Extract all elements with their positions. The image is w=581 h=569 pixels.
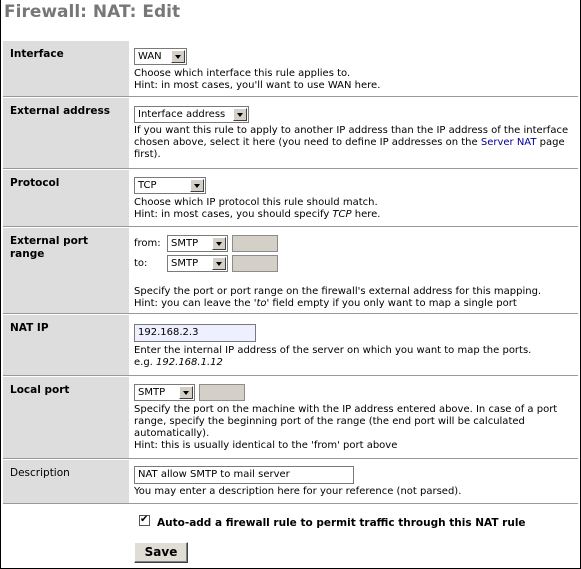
- nat-ip-row: [3, 315, 578, 376]
- external-port-row: [3, 228, 578, 314]
- external-port-desc-2-em: 'to': [253, 298, 270, 309]
- local-port-desc-1: Specify the port on the machine with the IP address entered above. In case of a port: [134, 404, 558, 415]
- nat-ip-input[interactable]: [134, 324, 256, 342]
- local-port-desc-4: Hint: this is usually identical to the 'from' port above: [134, 440, 398, 451]
- description-input[interactable]: [134, 466, 354, 484]
- external-port-desc-2-tail: field empty if you only want to map a single port: [269, 298, 517, 309]
- page-title: Firewall: NAT: Edit: [4, 2, 181, 22]
- local-port-desc-3: automatically).: [134, 428, 210, 439]
- protocol-select[interactable]: [134, 177, 206, 194]
- from-port-input[interactable]: [232, 235, 278, 252]
- nat-ip-cell: [129, 315, 578, 376]
- external-address-desc-2-tail: page: [536, 137, 565, 148]
- local-port-row: [3, 377, 578, 459]
- nat-ip-desc-2-text: e.g.: [134, 357, 157, 368]
- external-port-desc-2-text: Hint: you can leave the: [134, 298, 254, 309]
- chevron-down-icon: [212, 237, 226, 250]
- from-label: from:: [134, 238, 161, 249]
- to-label: to:: [134, 258, 148, 269]
- to-port-select[interactable]: [167, 255, 228, 272]
- chevron-down-icon: [171, 50, 185, 63]
- server-nat-link[interactable]: Server NAT: [480, 137, 537, 148]
- nat-ip-desc-2: [134, 357, 223, 369]
- local-port-cell: [129, 377, 578, 459]
- external-address-label: External address: [3, 98, 129, 169]
- description-row: [3, 460, 578, 504]
- protocol-select-value: TCP: [138, 180, 157, 191]
- interface-cell: [129, 41, 578, 97]
- auto-rule-checkbox[interactable]: [139, 515, 150, 526]
- local-port-select[interactable]: [134, 384, 195, 401]
- external-address-select-value: Interface address: [138, 109, 226, 120]
- interface-label: Interface: [3, 41, 129, 97]
- description-cell: [129, 460, 578, 504]
- external-address-select[interactable]: [134, 106, 249, 123]
- interface-desc-2: Hint: in most cases, you'll want to use WAN here.: [134, 80, 381, 91]
- local-port-desc-2: range, specify the beginning port of the range (the end port will be calculated: [134, 416, 525, 427]
- protocol-desc-2-tail: here.: [351, 209, 381, 220]
- external-port-label-line-1: External port: [10, 235, 89, 247]
- interface-row: [3, 41, 578, 97]
- nat-ip-label: NAT IP: [3, 315, 129, 376]
- local-port-input[interactable]: [199, 384, 245, 401]
- interface-desc-1: Choose which interface this rule applies to.: [134, 68, 351, 79]
- external-port-label-line-2: range: [10, 248, 45, 260]
- chevron-down-icon: [190, 179, 204, 192]
- external-port-desc-1: Specify the port or port range on the firewall's external address for this mapping.: [134, 286, 542, 297]
- nat-ip-desc-1: Enter the internal IP address of the server on which you want to map the ports.: [134, 345, 532, 356]
- external-address-desc-2: [134, 137, 565, 149]
- protocol-desc-2-em: TCP: [332, 209, 352, 220]
- to-port-select-value: SMTP: [171, 258, 199, 269]
- description-label: Description: [3, 460, 129, 504]
- interface-select[interactable]: [134, 48, 187, 65]
- to-port-input[interactable]: [232, 255, 278, 272]
- chevron-down-icon: [212, 257, 226, 270]
- protocol-label: Protocol: [3, 170, 129, 227]
- external-port-label: [3, 228, 129, 314]
- external-address-desc-3: first).: [134, 149, 161, 160]
- protocol-desc-2: [134, 209, 380, 221]
- protocol-cell: [129, 170, 578, 227]
- interface-select-value: WAN: [138, 51, 162, 62]
- nat-ip-input-value: 192.168.2.3: [138, 327, 199, 338]
- chevron-down-icon: [233, 108, 247, 121]
- description-input-value: NAT allow SMTP to mail server: [138, 469, 290, 480]
- save-button[interactable]: Save: [134, 542, 188, 563]
- local-port-select-value: SMTP: [138, 387, 166, 398]
- local-port-label: Local port: [3, 377, 129, 459]
- external-address-row: [3, 98, 578, 169]
- external-address-cell: [129, 98, 578, 169]
- description-desc-1: You may enter a description here for your reference (not parsed).: [134, 486, 462, 497]
- auto-rule-label: Auto-add a firewall rule to permit traffic through this NAT rule: [157, 517, 526, 529]
- from-port-select[interactable]: [167, 235, 228, 252]
- protocol-desc-2-text: Hint: in most cases, you should specify: [134, 209, 333, 220]
- protocol-desc-1: Choose which IP protocol this rule should match.: [134, 197, 378, 208]
- external-port-cell: [129, 228, 578, 314]
- from-port-select-value: SMTP: [171, 238, 199, 249]
- chevron-down-icon: [179, 386, 193, 399]
- external-port-desc-2: [134, 298, 517, 310]
- external-address-desc-1: If you want this rule to apply to another IP address than the IP address of the interface: [134, 125, 569, 136]
- protocol-row: [3, 170, 578, 227]
- nat-ip-desc-2-em: 192.168.1.12: [156, 357, 223, 368]
- external-address-desc-2-text: chosen above, select it here (you need to define IP addresses on the: [134, 137, 481, 148]
